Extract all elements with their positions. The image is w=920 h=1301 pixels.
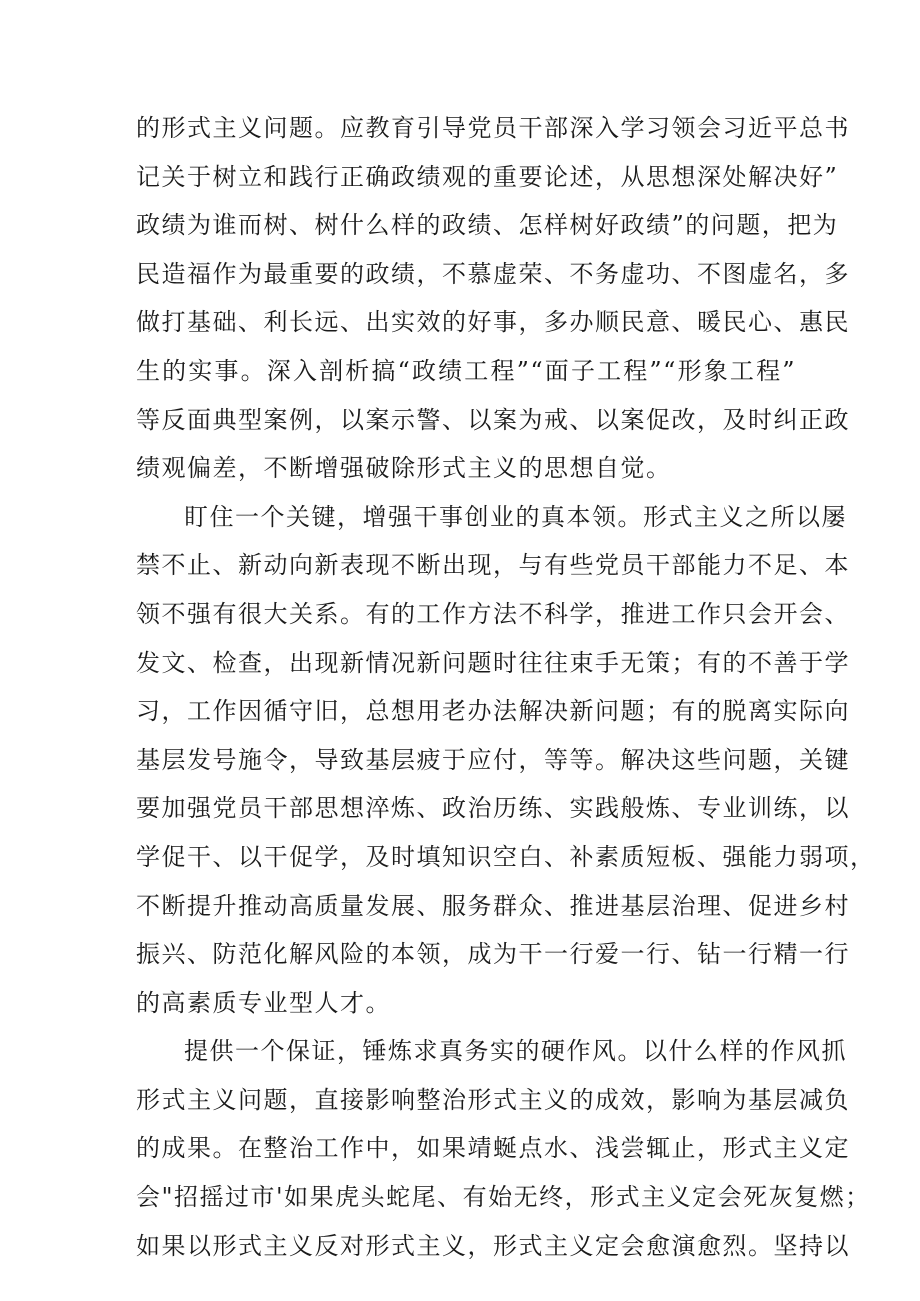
text-line: 盯住一个关键，增强干事创业的真本领。形式主义之所以屡 bbox=[184, 502, 847, 531]
text-line: 绩观偏差，不断增强破除形式主义的思想自觉。 bbox=[136, 454, 672, 483]
text-line: 等反面典型案例，以案示警、以案为戒、以案促改，及时纠正政 bbox=[136, 405, 850, 434]
text-line: 习，工作因循守旧，总想用老办法解决新问题；有的脱离实际向 bbox=[136, 697, 850, 726]
text-line: 基层发号施令，导致基层疲于应付，等等。解决这些问题，关键 bbox=[136, 745, 850, 774]
text-line: 要加强党员干部思想淬炼、政治历练、实践般炼、专业训练，以 bbox=[136, 794, 850, 823]
text-line: 提供一个保证，锤炼求真务实的硬作风。以什么样的作风抓 bbox=[184, 1037, 847, 1066]
text-line: 的形式主义问题。应教育引导党员干部深入学习领会习近平总书 bbox=[136, 114, 850, 142]
text-line: 的高素质专业型人才。 bbox=[136, 988, 391, 1017]
text-line: 形式主义问题，直接影响整治形式主义的成效，影响为基层减负 bbox=[136, 1085, 850, 1114]
text-line: 做打基础、利长远、出实效的好事，多办顺民意、暖民心、惠民 bbox=[136, 308, 850, 337]
body-text bbox=[136, 104, 876, 1270]
text-line: 生的实事。深入剖析搞“政绩工程”“面子工程”“形象工程” bbox=[136, 356, 796, 385]
text-line: 发文、检查，出现新情况新问题时往往束手无策；有的不善于学 bbox=[136, 648, 850, 677]
text-line: 学促干、以干促学，及时填知识空白、补素质短板、强能力弱项， bbox=[136, 842, 876, 871]
text-line: 振兴、防范化解风险的本领，成为干一行爱一行、钻一行精一行 bbox=[136, 940, 850, 969]
text-line: 的成果。在整治工作中，如果靖蜒点水、浅尝辄止，形式主义定 bbox=[136, 1134, 850, 1163]
text-line: 记关于树立和践行正确政绩观的重要论述，从思想深处解决好” bbox=[136, 162, 839, 191]
text-line: 领不强有很大关系。有的工作方法不科学，推进工作只会开会、 bbox=[136, 599, 850, 628]
text-line: 不断提升推动高质量发展、服务群众、推进基层治理、促进乡村 bbox=[136, 891, 850, 920]
text-line: 如果以形式主义反对形式主义，形式主义定会愈演愈烈。坚持以 bbox=[136, 1231, 850, 1260]
text-line: 禁不止、新动向新表现不断出现，与有些党员干部能力不足、本 bbox=[136, 551, 850, 580]
text-line: 政绩为谁而树、树什么样的政绩、怎样树好政绩”的问题，把为 bbox=[136, 211, 839, 240]
text-line: 民造福作为最重要的政绩，不慕虚荣、不务虚功、不图虚名，多 bbox=[136, 259, 850, 288]
text-line: 会"招摇过市'如果虎头蛇尾、有始无终，形式主义定会死灰复燃； bbox=[136, 1183, 871, 1212]
